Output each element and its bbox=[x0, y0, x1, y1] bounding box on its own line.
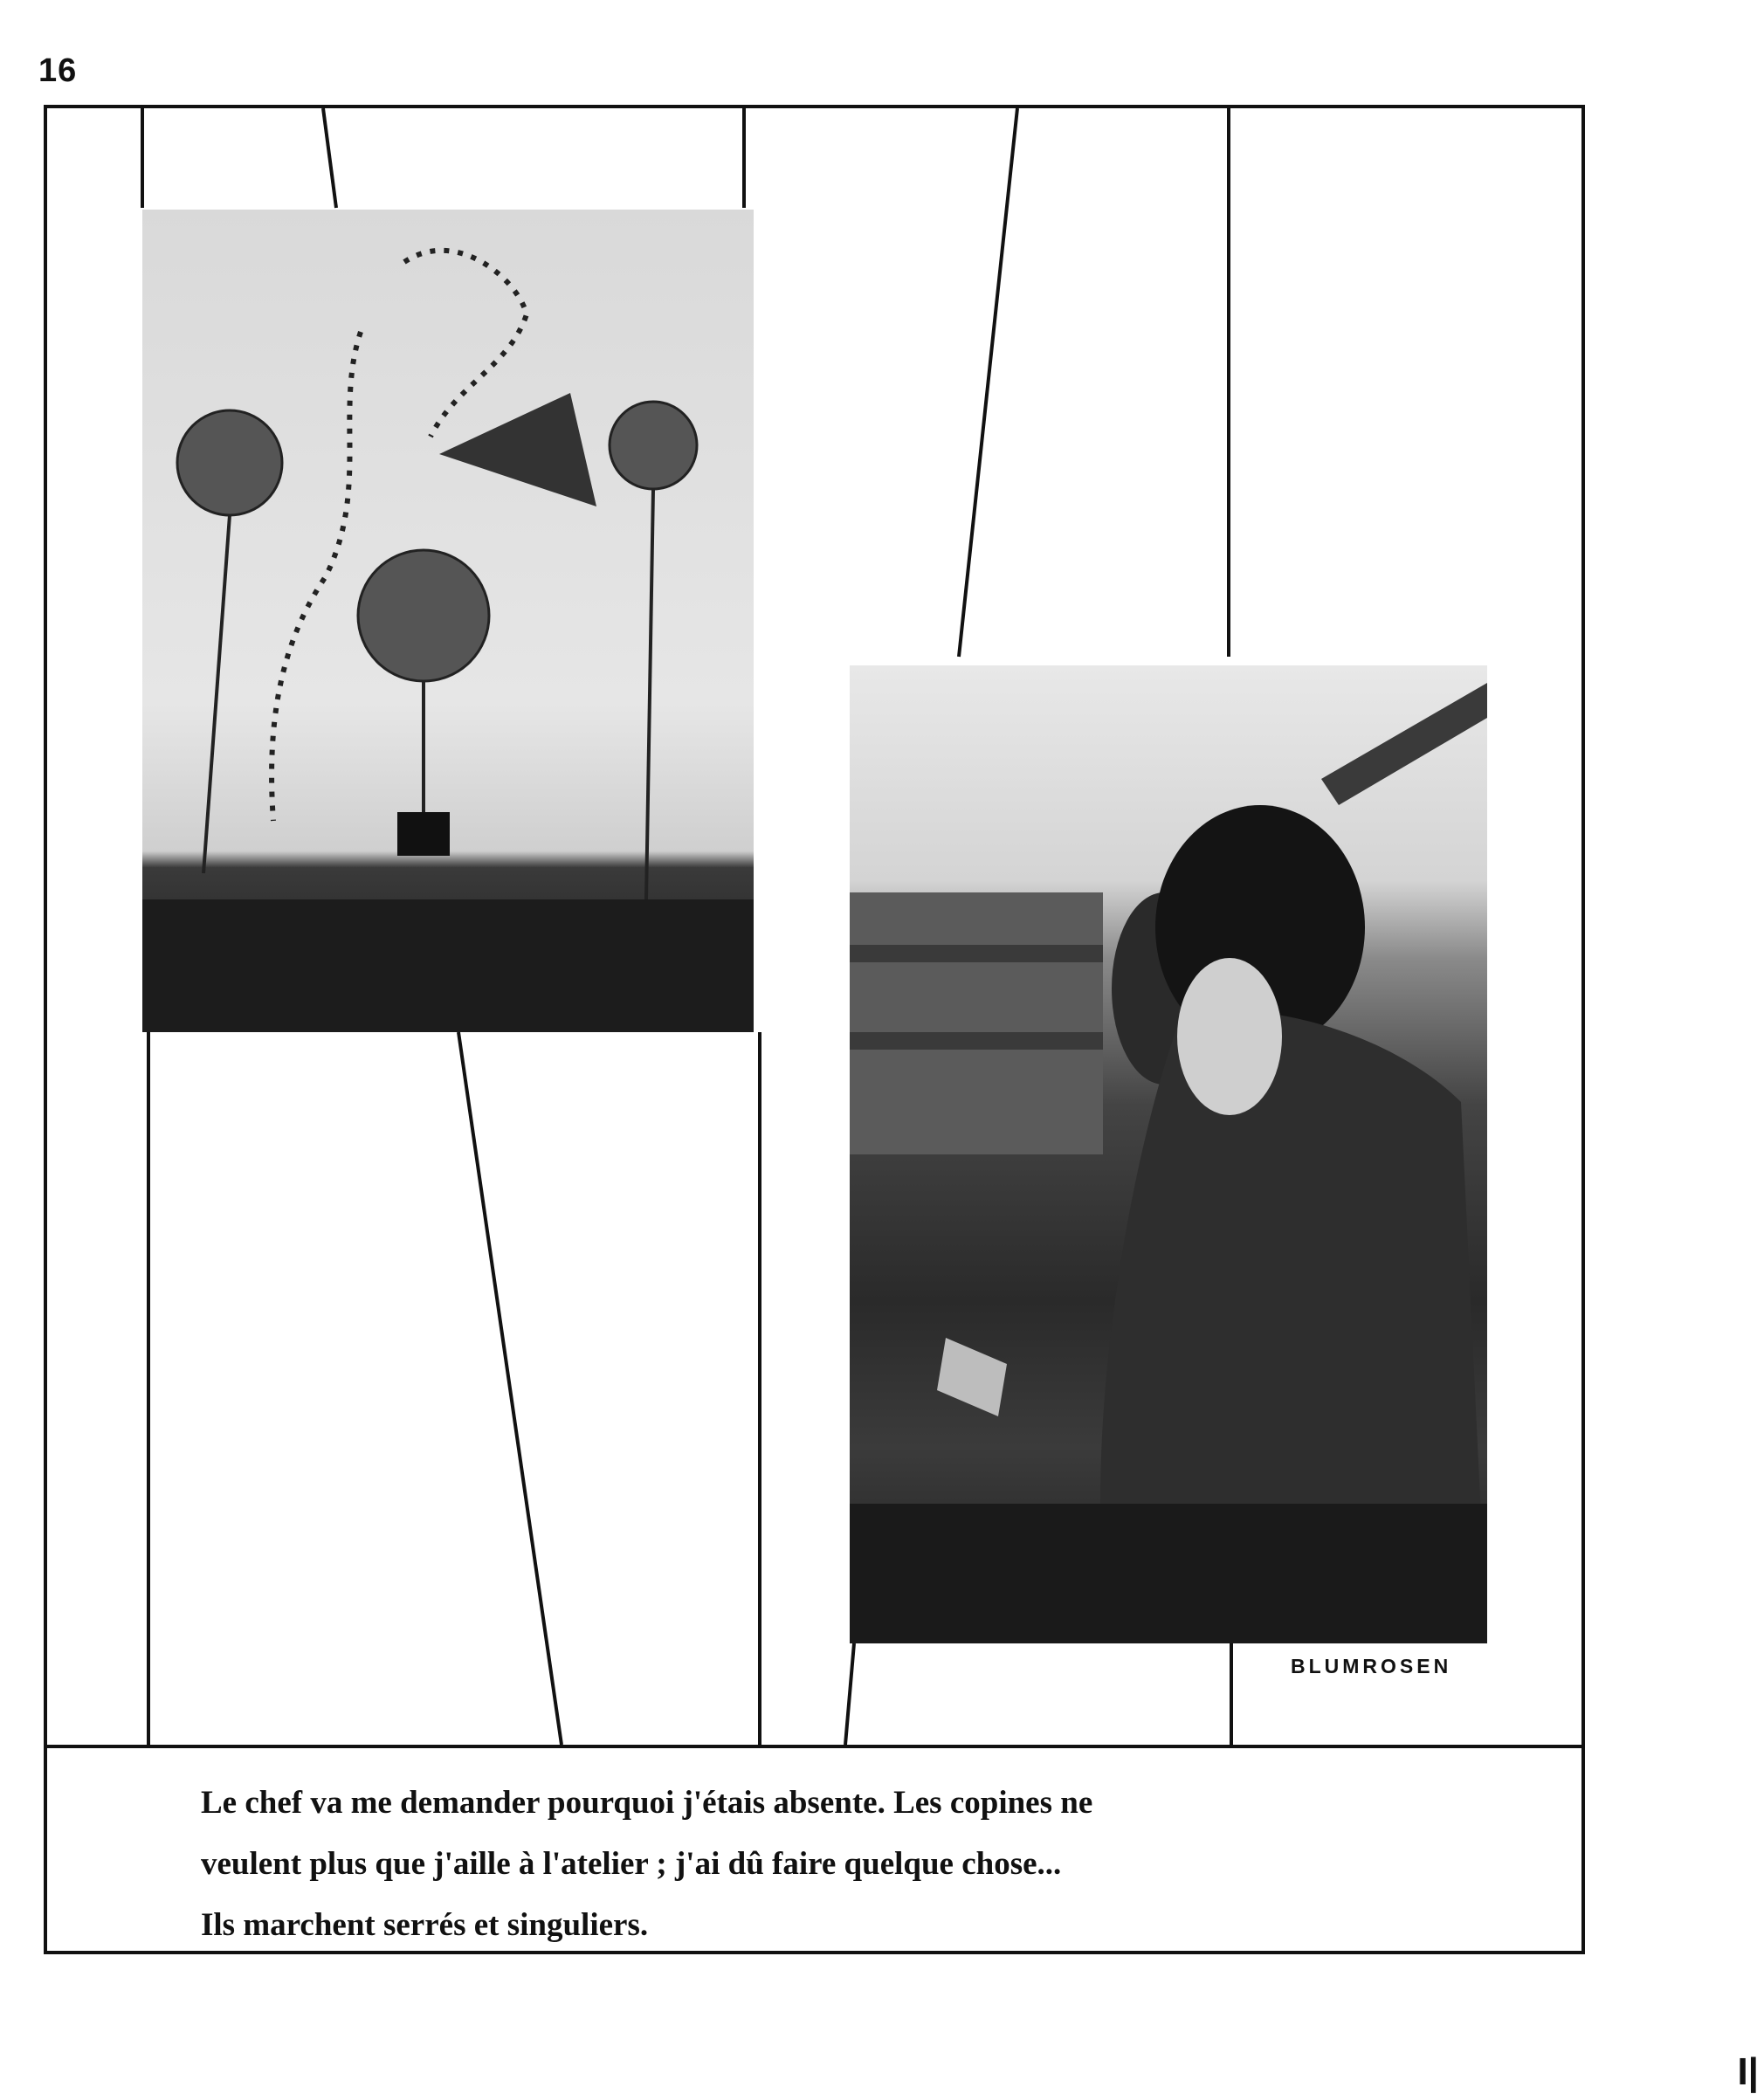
caption-divider bbox=[44, 1745, 1585, 1748]
drawing-photo bbox=[142, 210, 754, 1032]
page-number: 16 bbox=[38, 52, 78, 89]
edge-mark: I| bbox=[1737, 2050, 1759, 2093]
drawing-photo-icon bbox=[142, 210, 754, 1032]
caption-text bbox=[201, 1773, 1537, 1956]
couple-photo-icon bbox=[850, 665, 1487, 1643]
caption-line-3: Ils marchent serrés et singuliers. bbox=[201, 1907, 649, 1943]
caption-line-1: Le chef va me demander pourquoi j'étais absente. Les copines ne bbox=[201, 1785, 1093, 1821]
photo-credit: BLUMROSEN bbox=[1291, 1655, 1452, 1677]
couple-photo bbox=[850, 665, 1487, 1643]
caption-line-2: veulent plus que j'aille à l'atelier ; j'ai dû faire quelque chose... bbox=[201, 1846, 1062, 1882]
